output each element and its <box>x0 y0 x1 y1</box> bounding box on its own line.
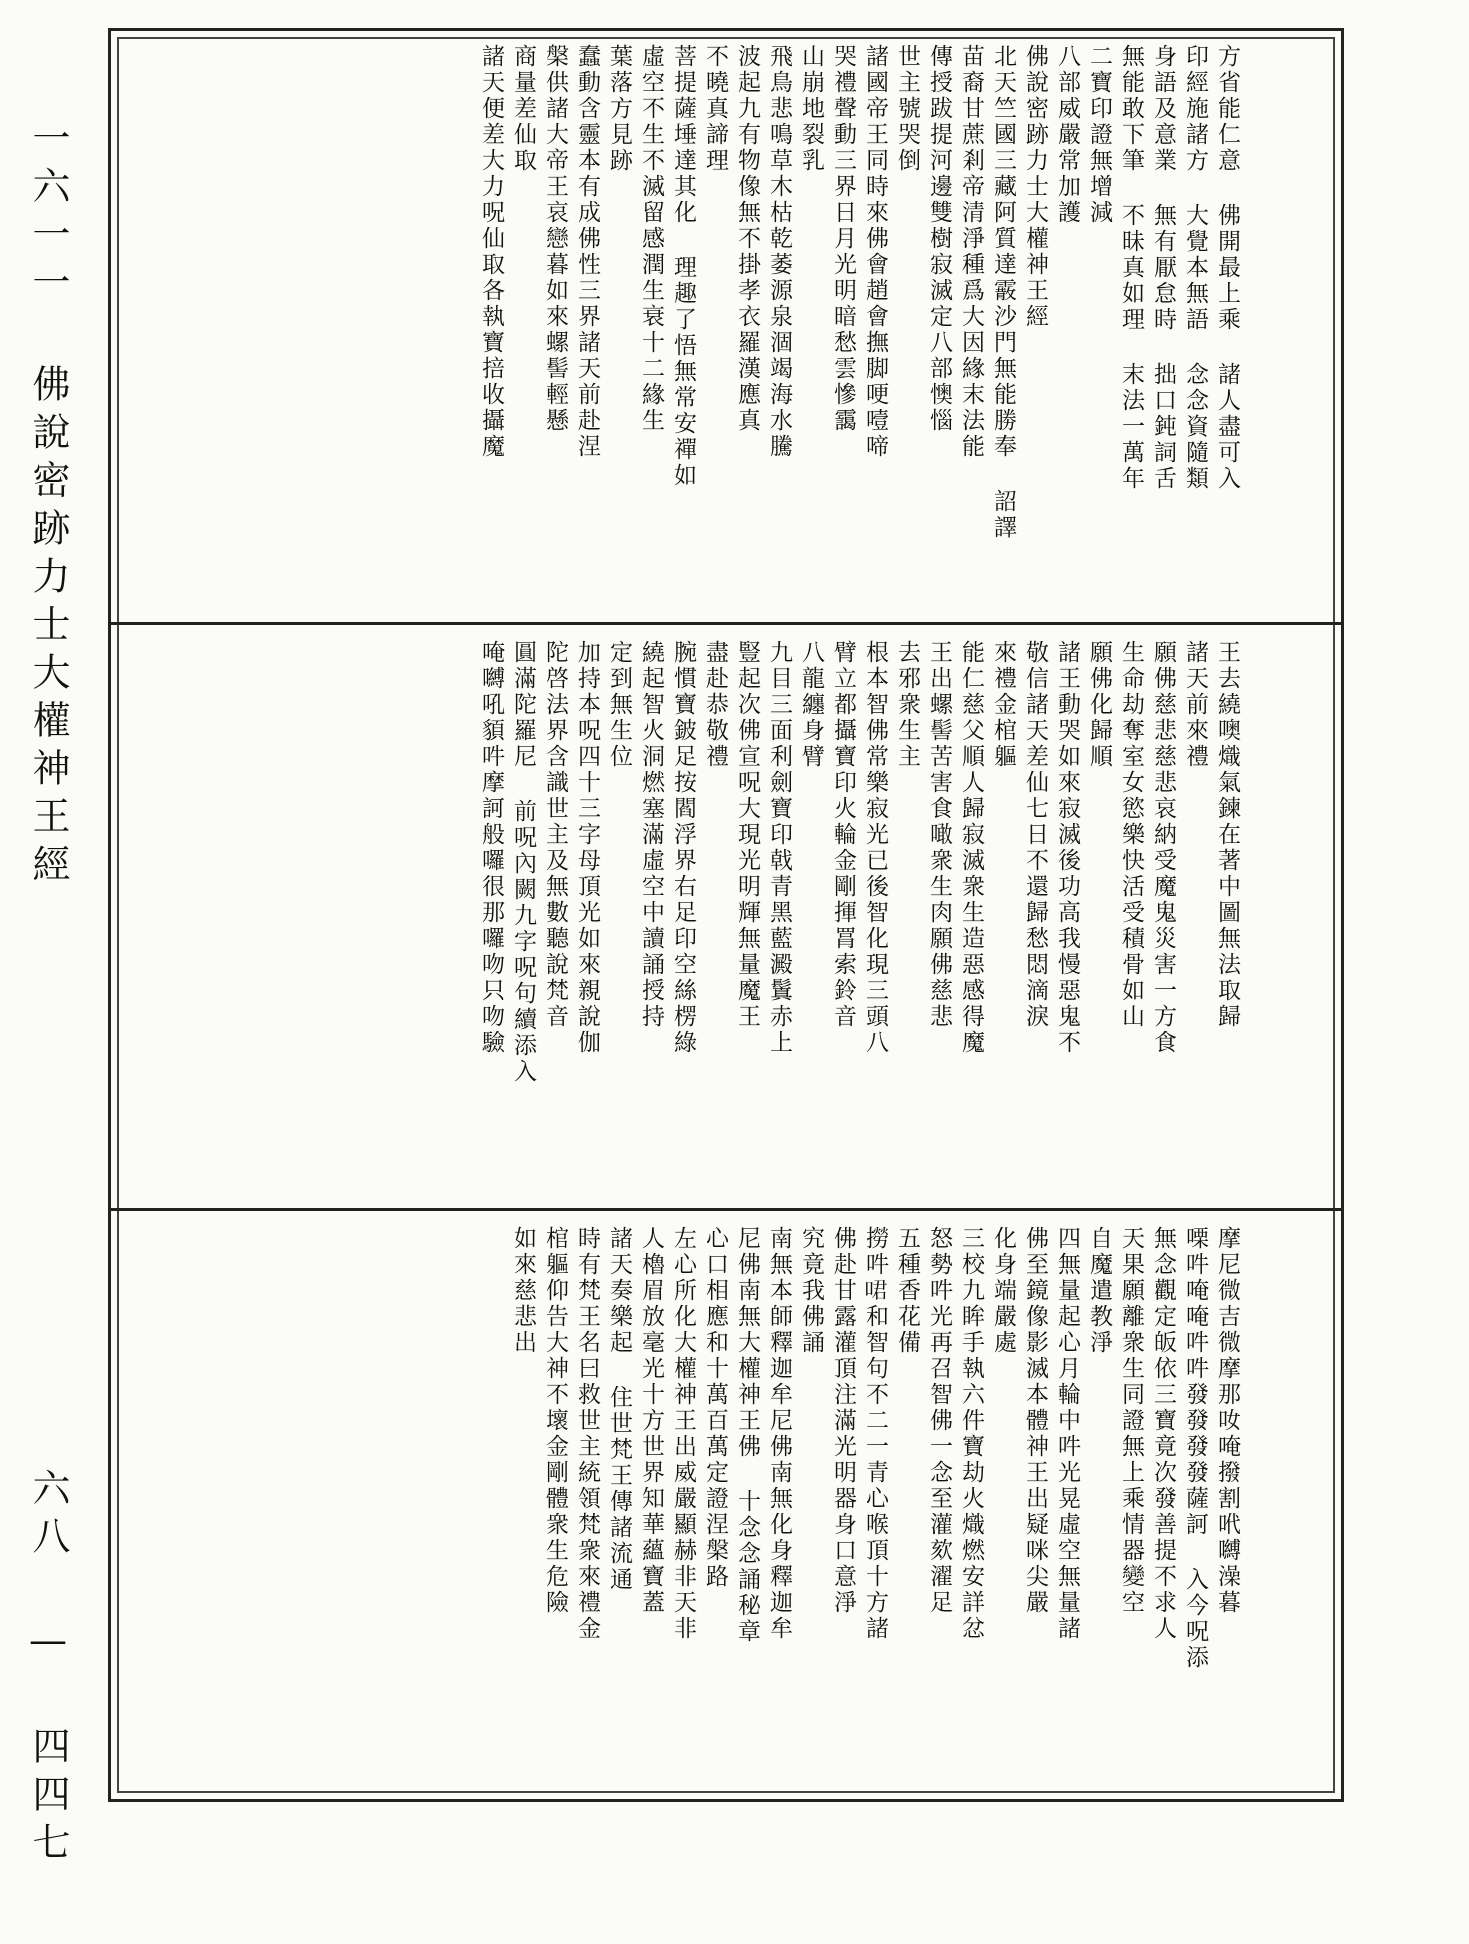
text-column: 尼佛南無大權神王佛 十念念誦秘章 <box>734 1226 760 1645</box>
text-column: 傳授跋提河邊雙樹寂滅定八部懊惱 <box>926 44 952 434</box>
text-column: 世主號哭倒 <box>894 44 920 174</box>
text-column: 自魔遣教淨 <box>1086 1226 1112 1356</box>
text-column: 腕慣寶鈹足按閻浮界右足印空絲楞綠 <box>670 640 696 1056</box>
text-column: 佛赴甘露灌頂注滿光明器身口意淨 <box>830 1226 856 1616</box>
section-1-columns <box>240 44 1240 541</box>
text-section-3 <box>240 1226 1240 1786</box>
text-column: 左心所化大權神王出威嚴顯赫非天非 <box>670 1226 696 1642</box>
text-column: 繞起智火洞燃塞滿虛空中讀誦授持 <box>638 640 664 1030</box>
text-column: 諸國帝王同時來佛會趙會撫脚哽噎啼 <box>862 44 888 460</box>
text-column: 㗚吽唵唵吽吽發發發發薩訶 入今呪添 <box>1182 1226 1208 1671</box>
text-column: 根本智佛常樂寂光已後智化現三頭八 <box>862 640 888 1056</box>
text-column: 王去繞噢熾氣鍊在著中圖無法取歸 <box>1214 640 1240 1030</box>
text-column: 四無量起心月輪中吽光晃虛空無量諸 <box>1054 1226 1080 1642</box>
text-column: 怒勢吽光再召智佛一念至灌欬濯足 <box>926 1226 952 1616</box>
text-column: 商量差仙取 <box>510 44 536 174</box>
text-column: 諸王動哭如來寂滅後功高我慢惡鬼不 <box>1054 640 1080 1056</box>
text-column: 能仁慈父順人歸寂滅衆生造惡感得魔 <box>958 640 984 1056</box>
text-column: 苗裔甘蔗剎帝清淨種爲大因緣末法能 <box>958 44 984 460</box>
text-column: 願佛化歸順 <box>1086 640 1112 770</box>
text-column: 加持本呪四十三字母頂光如來親說伽 <box>574 640 600 1056</box>
text-column: 山崩地裂乳 <box>798 44 824 174</box>
text-column: 八部威嚴常加護 <box>1054 44 1080 226</box>
text-column: 諸天便差大力呪仙取各執寶掊收攝魔 <box>478 44 504 460</box>
text-column: 身語及意業 無有厭怠時 拙口鈍詞舌 <box>1150 44 1176 492</box>
text-column: 諸天奏樂起 住世梵王傳諸流通 <box>606 1226 632 1593</box>
text-column: 蠢動含靈本有成佛性三界諸天前赴涅 <box>574 44 600 460</box>
text-column: 定到無生位 <box>606 640 632 770</box>
text-column: 不曉真諦理 <box>702 44 728 174</box>
text-column: 願佛慈悲慈悲哀納受魔鬼災害一方食 <box>1150 640 1176 1056</box>
text-column: 諸天前來禮 <box>1182 640 1208 770</box>
text-column: 無念觀定皈依三寶竟次發善提不求人 <box>1150 1226 1176 1642</box>
text-column: 生命劫奪室女慾樂快活受積骨如山 <box>1118 640 1144 1030</box>
text-column: 臂立都攝寶印火輪金剛揮罥索鈴音 <box>830 640 856 1030</box>
text-column: 葉落方見跡 <box>606 44 632 174</box>
text-column: 豎起次佛宣呪大現光明輝無量魔王 <box>734 640 760 1030</box>
text-column: 人櫓眉放毫光十方世界知華蘊寶蓋 <box>638 1226 664 1616</box>
text-column: 五種香花備 <box>894 1226 920 1356</box>
text-column: 究竟我佛誦 <box>798 1226 824 1356</box>
text-column: 摩尼微吉微摩那𠯆唵撥割𠰺嚩澡暮 <box>1214 1226 1240 1616</box>
side-margin-label: 一六一一 佛說密跡力士大權神王經 <box>26 118 70 892</box>
text-column: 王出螺髻苦害食噉衆生肉願佛慈悲 <box>926 640 952 1030</box>
text-column: 來禮金棺軀 <box>990 640 1016 770</box>
section-3-columns <box>240 1226 1240 1671</box>
text-column: 九目三面利劍寶印戟青黑藍澱鬒赤上 <box>766 640 792 1056</box>
text-column: 八龍纏身臂 <box>798 640 824 770</box>
text-column: 化身端嚴處 <box>990 1226 1016 1356</box>
text-column: 敬信諸天差仙七日不還歸愁悶滴淚 <box>1022 640 1048 1030</box>
text-section-2 <box>240 640 1240 1200</box>
text-column: 天果願離衆生同證無上乘情器變空 <box>1118 1226 1144 1616</box>
text-column: 圓滿陀羅尼 前呪內闕九字呪句續添入 <box>510 640 536 1085</box>
text-section-1 <box>240 44 1240 614</box>
text-column: 菩提薩埵達其化 理趣了悟無常安禪如 <box>670 44 696 489</box>
text-column: 盡赴恭敬禮 <box>702 640 728 770</box>
text-column: 飛鳥悲鳴草木枯乾萎源泉涸竭海水騰 <box>766 44 792 460</box>
text-column: 心口相應和十萬百萬定證涅槃路 <box>702 1226 728 1590</box>
text-column: 印經施諸方 大覺本無語 念念資隨類 <box>1182 44 1208 492</box>
text-column: 波起九有物像無不掛孝衣羅漢應真 <box>734 44 760 434</box>
text-column: 南無本師釋迦牟尼佛南無化身釋迦牟 <box>766 1226 792 1642</box>
text-column: 唵嚩吼䫉吽摩訶般囉很那囉吻只吻驗 <box>478 640 504 1056</box>
section-divider-2 <box>108 1208 1344 1211</box>
text-column: 虛空不生不滅留感潤生衰十二緣生 <box>638 44 664 434</box>
text-column: 撈吽𠲰和智句不二一青心喉頂十方諸 <box>862 1226 888 1642</box>
text-column: 去邪衆生主 <box>894 640 920 770</box>
page-number: 六八 — 四四七 <box>26 1468 70 1870</box>
text-column: 哭禮聲動三界日月光明暗愁雲慘靄 <box>830 44 856 434</box>
text-column: 無能敢下筆 不昧真如理 末法一萬年 <box>1118 44 1144 492</box>
text-column: 時有梵王名曰救世主統領梵衆來禮金 <box>574 1226 600 1642</box>
text-column: 佛至鏡像影滅本體神王出疑咪尖嚴 <box>1022 1226 1048 1616</box>
text-column: 北天竺國三藏阿質達霰沙門無能勝奉 詔譯 <box>990 44 1016 541</box>
text-column: 佛說密跡力士大權神王經 <box>1022 44 1048 330</box>
text-column: 槃供諸大帝王哀戀暮如來螺髻輕懸 <box>542 44 568 434</box>
text-column: 如來慈悲出 <box>510 1226 536 1356</box>
text-column: 方省能仁意 佛開最上乘 諸人盡可入 <box>1214 44 1240 492</box>
text-column: 二寶印證無增減 <box>1086 44 1112 226</box>
text-column: 棺軀仰告大神不壞金剛體衆生危險 <box>542 1226 568 1616</box>
section-divider-1 <box>108 622 1344 625</box>
text-column: 陀啓法界含識世主及無數聽說梵音 <box>542 640 568 1030</box>
section-2-columns <box>240 640 1240 1085</box>
text-column: 三校九眸手執六件寶劫火熾燃安詳忿 <box>958 1226 984 1642</box>
